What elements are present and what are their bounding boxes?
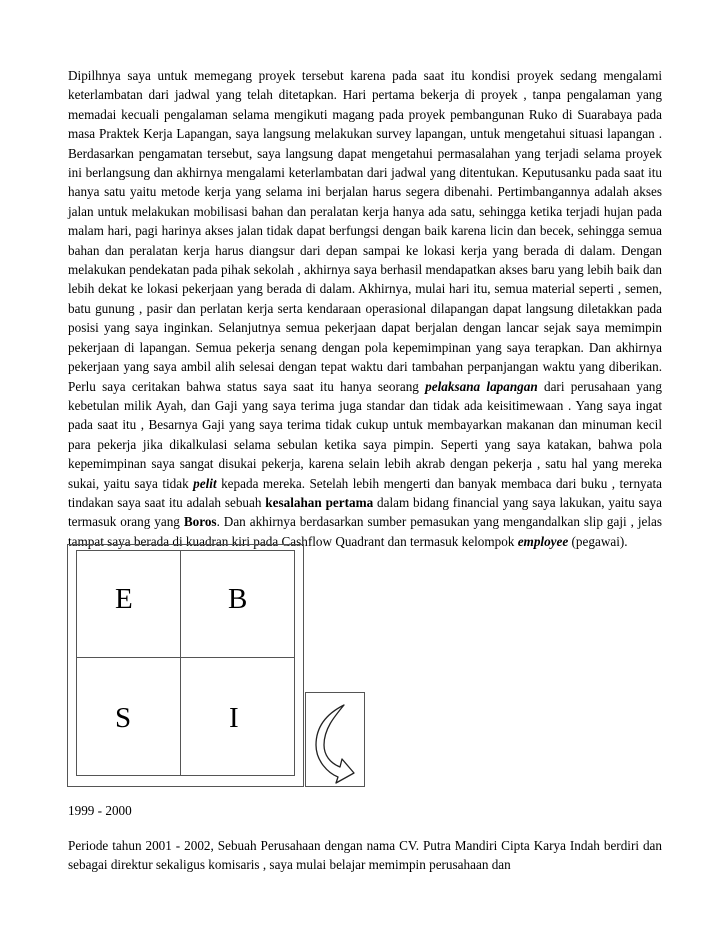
emphasis-employee: employee bbox=[517, 533, 569, 549]
quadrant-label-b: B bbox=[228, 583, 248, 615]
text-run: Dipilhnya saya untuk memegang proyek tersebut karena pada saat itu kondisi proyek sedang mengalami keterlambatan dari jadwal yang telah ditetapkan. Hari pertama bekerja di proyek , tanpa pengalaman yang memadai kecuali pengalaman selama mengikuti magang pada proyek pembangunan Ruko di Suarabaya pada masa Praktek Kerja Lapangan, saya langsung melakukan survey lapangan, untuk mengetahui situasi lapangan . Berdasarkan pengamatan tersebut, saya langsung dapat mengetahui permasalahan yang terjadi selama proyek ini berlangsung dan akhirnya mengalami keterlambatan dari jadwal yang ditentukan. Keputusanku pada saat itu hanya satu yaitu metode kerja yang selama ini berjalan harus segera dibenahi. Pertimbangannya adalah akses jalan untuk melakukan mobilisasi bahan dan peralatan kerja hanya ada satu, sehingga ketika terjadi hujan pada malam hari, pagi harinya akses jalan tidak dapat berfungsi dengan baik karena licin dan becek, sehingga semua bahan dan peralatan kerja harus diangsur dari depan sampai ke lokasi kerja yang berada di dalam. Dengan melakukan pendekatan pada pihak sekolah , akhirnya saya berhasil mendapatkan akses baru yang lebih baik dan lebih dekat ke lokasi pekerjaan yang berada di dalam. Akhirnya, mulai hari itu, semua material seperti , semen, batu gunung , pasir dan perlatan kerja serta kendaraan operasional dilapangan dapat langsung diletakkan pada posisi yang saya inginkan. Selanjutnya semua pekerjaan dapat berjalan dengan lancar sejak saya memimpin pekerjaan di lapangan. Semua pekerja senang dengan pola kepemimpinan yang saya terapkan. Dan akhirnya pekerjaan yang saya ambil alih selesai dengan tepat waktu dari tambahan perpanjangan waktu yang diberikan. Perlu saya ceritakan bahwa status saya saat itu hanya seorang bbox=[68, 68, 662, 394]
emphasis-boros: Boros bbox=[183, 514, 217, 530]
quadrant-label-e: E bbox=[115, 583, 133, 615]
quadrant-horizontal-divider bbox=[76, 657, 295, 658]
text-run: . Dan akhirnya berdasarkan sumber pemasukan yang mengandalkan slip gaji , jelas tampat saya berada di kuadran kiri pada Cashflow Quadrant dan termasuk kelompok bbox=[68, 514, 663, 549]
cashflow-quadrant-grid bbox=[76, 550, 295, 776]
quadrant-vertical-divider bbox=[180, 550, 181, 776]
emphasis-pelaksana-lapangan: pelaksana lapangan bbox=[425, 378, 538, 394]
text-run: (pegawai). bbox=[568, 533, 628, 549]
body-paragraph-2: Periode tahun 2001 - 2002, Sebuah Perusahaan dengan nama CV. Putra Mandiri Cipta Karya Indah berdiri dan sebagai direktur sekaligus komisaris , saya mulai belajar memimpin perusahaan dan bbox=[68, 838, 662, 873]
body-paragraph-1 bbox=[68, 66, 662, 551]
year-label: 1999 - 2000 bbox=[68, 803, 132, 818]
emphasis-kesalahan-pertama: kesalahan pertama bbox=[265, 494, 374, 510]
quadrant-label-s: S bbox=[115, 702, 132, 734]
text-run: dari perusahaan yang kebetulan milik Ayah, dan Gaji yang saya terima juga standar dan tidak ada keisitimewaan . Yang saya ingat pada saat itu , Besarnya Gaji yang saya terima tidak cukup untuk membayarkan makanan dan minuman kecil para pekerja jika dikalkulasi selama sebulan ketika saya pimpin. Seperti yang saya katakan, bahwa pola kepemimpinan saya sangat disukai pekerja, karena selain lebih akrab dengan pekerja , satu hal yang mereka sukai, yaitu saya tidak bbox=[68, 378, 662, 491]
emphasis-pelit: pelit bbox=[193, 475, 217, 491]
quadrant-label-i: I bbox=[229, 702, 239, 734]
text-run: dalam bidang financial yang saya lakukan, yaitu saya termasuk orang yang bbox=[68, 494, 662, 530]
curved-arrow-box bbox=[305, 692, 365, 787]
curved-arrow-icon bbox=[306, 693, 366, 788]
text-run: kepada mereka. Setelah lebih mengerti dan banyak membaca dari buku , ternyata tindakan saya saat itu adalah sebuah bbox=[68, 475, 662, 510]
